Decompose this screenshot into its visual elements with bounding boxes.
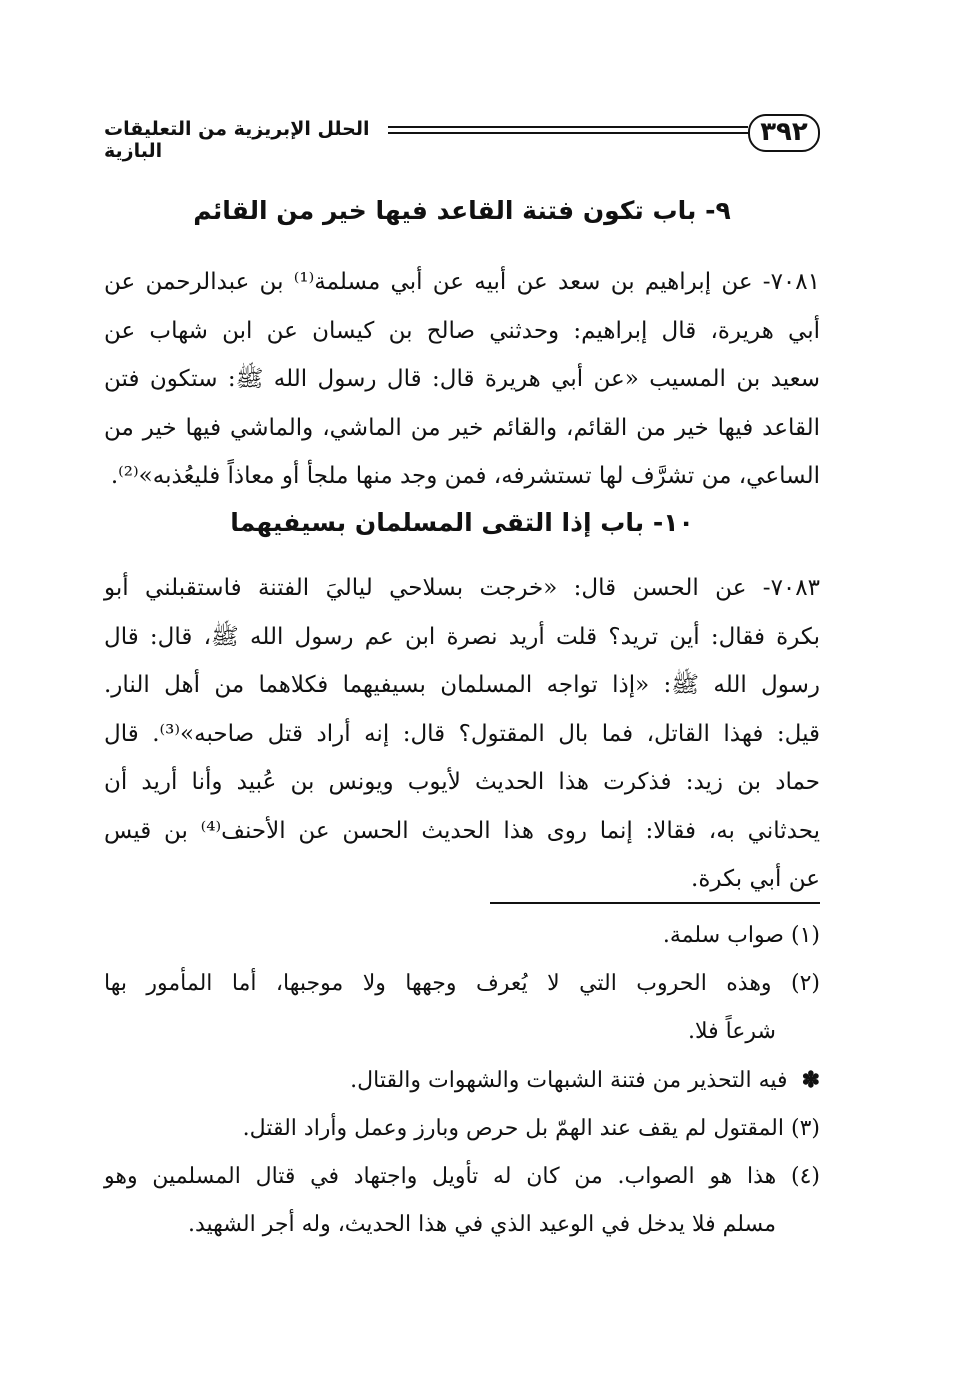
- text-line: سعيد بن المسيب «عن أبي هريرة قال: قال رسول الله ﷺ: ستكون فتن: [104, 366, 820, 392]
- footnote-separator: [490, 902, 820, 904]
- footnote-2-cont: شرعاً فلا.: [687, 1019, 776, 1044]
- running-header: [104, 112, 820, 162]
- footnotes: [104, 912, 820, 1249]
- text-line: رسول الله ﷺ: «إذا تواجه المسلمان بسيفيهما فكلاهما من أهل النار.: [104, 672, 820, 698]
- footnote-1: (١) صواب سلمة.: [662, 923, 820, 948]
- text-line: ٧٠٨١- عن إبراهيم بن سعد عن أبيه عن أبي مسلمة⁽¹⁾ بن عبدالرحمن عن: [104, 269, 820, 295]
- text-line: حماد بن زيد: فذكرت هذا الحديث لأيوب ويونس بن عُبيد وأنا أريد أن: [104, 769, 820, 795]
- footnote-2: (٢) وهذه الحروب التي لا يُعرف وجهها ولا موجبها، أما المأمور بها: [104, 971, 820, 996]
- text-line: أبي هريرة، قال إبراهيم: وحدثني صالح بن كيسان عن ابن شهاب عن: [104, 317, 820, 344]
- text-line: ٧٠٨٣- عن الحسن قال: «خرجت بسلاحي لياليَ الفتنة فاستقبلني أبو: [104, 575, 820, 601]
- footnote-3: (٣) المقتول لم يقف عند الهمّ بل حرص وبارز وعمل وأراد القتل.: [242, 1116, 820, 1141]
- hadith-7083: [104, 564, 820, 904]
- hadith-7081: [104, 258, 820, 501]
- commentary-text: فيه التحذير من فتنة الشبهات والشهوات والقتال.: [350, 1068, 788, 1093]
- text-line: يحدثاني به، فقالا: إنما روى هذا الحديث الحسن عن الأحنف⁽⁴⁾ بن قيس: [104, 817, 820, 844]
- text-line: القاعد فيها خير من القائم، والقائم خير من الماشي، والماشي فيها خير من: [104, 414, 820, 441]
- header-double-rule: [388, 126, 748, 134]
- footnote-4-cont: مسلم فلا يدخل في الوعيد الذي في هذا الحديث، وله أجر الشهيد.: [187, 1212, 776, 1237]
- text-line: بكرة فقال: أين تريد؟ قلت أريد نصرة ابن عم رسول الله ﷺ، قال: قال: [104, 623, 820, 650]
- commentary-note: [104, 1056, 820, 1105]
- page-number: ٣٩٢: [748, 114, 820, 152]
- text-line: عن أبي بكرة.: [691, 866, 820, 892]
- asterisk-mark: ✽: [801, 1067, 820, 1093]
- text-line: قيل: فهذا القاتل، فما بال المقتول؟ قال: إنه أراد قتل صاحبه»⁽³⁾. قال: [104, 720, 820, 747]
- text-line: الساعي، من تشرَّف لها تستشرفه، فمن وجد منها ملجأ أو معاذاً فليعُذبه»⁽²⁾.: [110, 463, 820, 489]
- book-title: الحلل الإبريزية من التعليقات البازية: [104, 118, 370, 162]
- chapter-heading-10: ١٠- باب إذا التقى المسلمان بسيفيهما: [230, 508, 694, 537]
- chapter-heading-9: ٩- باب تكون فتنة القاعد فيها خير من القائم: [193, 196, 731, 225]
- footnote-4: (٤) هذا هو الصواب. من كان له تأويل واجتهاد في قتال المسلمين وهو: [104, 1164, 820, 1189]
